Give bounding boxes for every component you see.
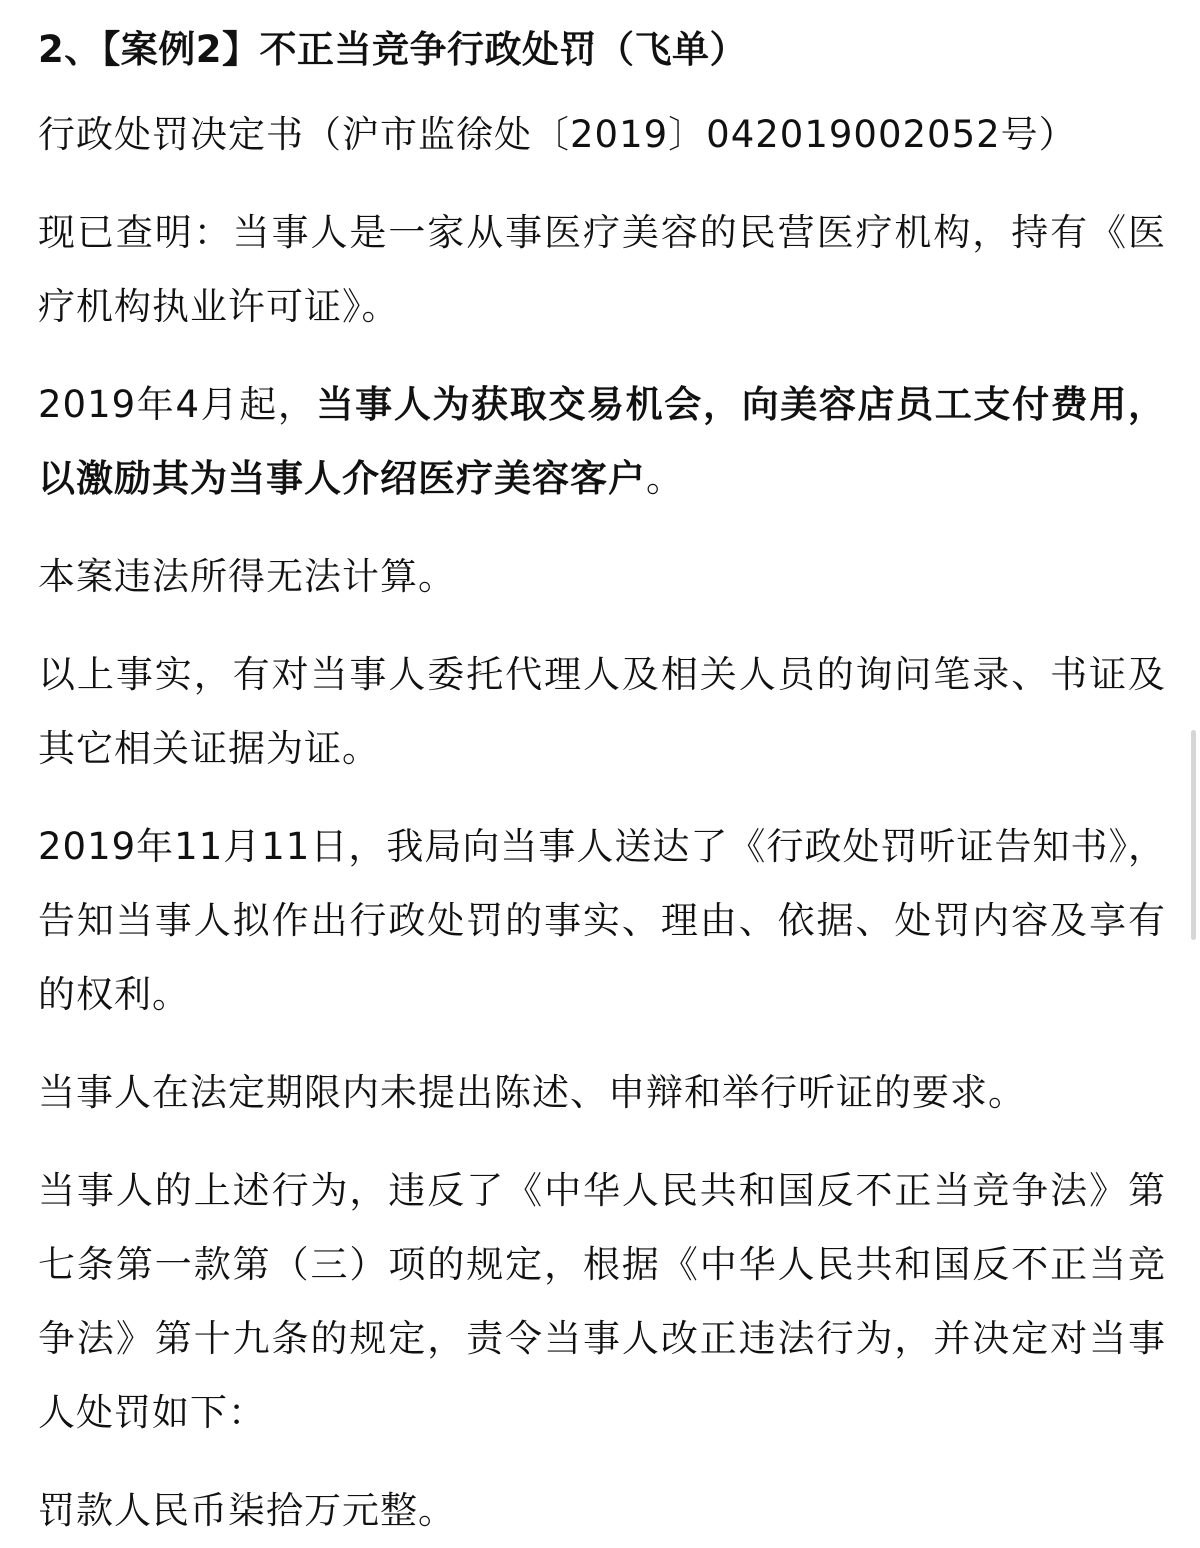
article-body	[38, 0, 1166, 1548]
legal-basis-paragraph: 当事人的上述行为，违反了《中华人民共和国反不正当竞争法》第七条第一款第（三）项的规定，根据《中华人民共和国反不正当竞争法》第十九条的规定，责令当事人改正违法行为，并决定对当事人处罚如下：	[38, 1169, 1166, 1434]
penalty-paragraph: 罚款人民币柒拾万元整。	[38, 1489, 456, 1532]
article-title: 2、【案例2】不正当竞争行政处罚（飞单）	[38, 28, 747, 71]
illegal-gain-paragraph: 本案违法所得无法计算。	[38, 555, 456, 598]
hearing-notice-paragraph: 2019年11月11日，我局向当事人送达了《行政处罚听证告知书》，告知当事人拟作出行政处罚的事实、理由、依据、处罚内容及享有的权利。	[38, 825, 1166, 1016]
conduct-end-text: 。	[646, 457, 684, 500]
conduct-bold-text: 当事人为获取交易机会，向美容店员工支付费用，以激励其为当事人介绍医疗美容客户	[38, 383, 1166, 500]
conduct-date-text: 2019年4月起，	[38, 383, 317, 426]
decision-reference: 行政处罚决定书（沪市监徐处〔2019〕042019002052号）	[38, 113, 1077, 156]
no-hearing-paragraph: 当事人在法定期限内未提出陈述、申辩和举行听证的要求。	[38, 1071, 1026, 1114]
evidence-paragraph: 以上事实，有对当事人委托代理人及相关人员的询问笔录、书证及其它相关证据为证。	[38, 653, 1166, 770]
conduct-paragraph	[38, 368, 1166, 516]
vertical-scrollbar[interactable]	[1191, 730, 1196, 940]
finding-paragraph: 现已查明：当事人是一家从事医疗美容的民营医疗机构，持有《医疗机构执业许可证》。	[38, 211, 1166, 328]
